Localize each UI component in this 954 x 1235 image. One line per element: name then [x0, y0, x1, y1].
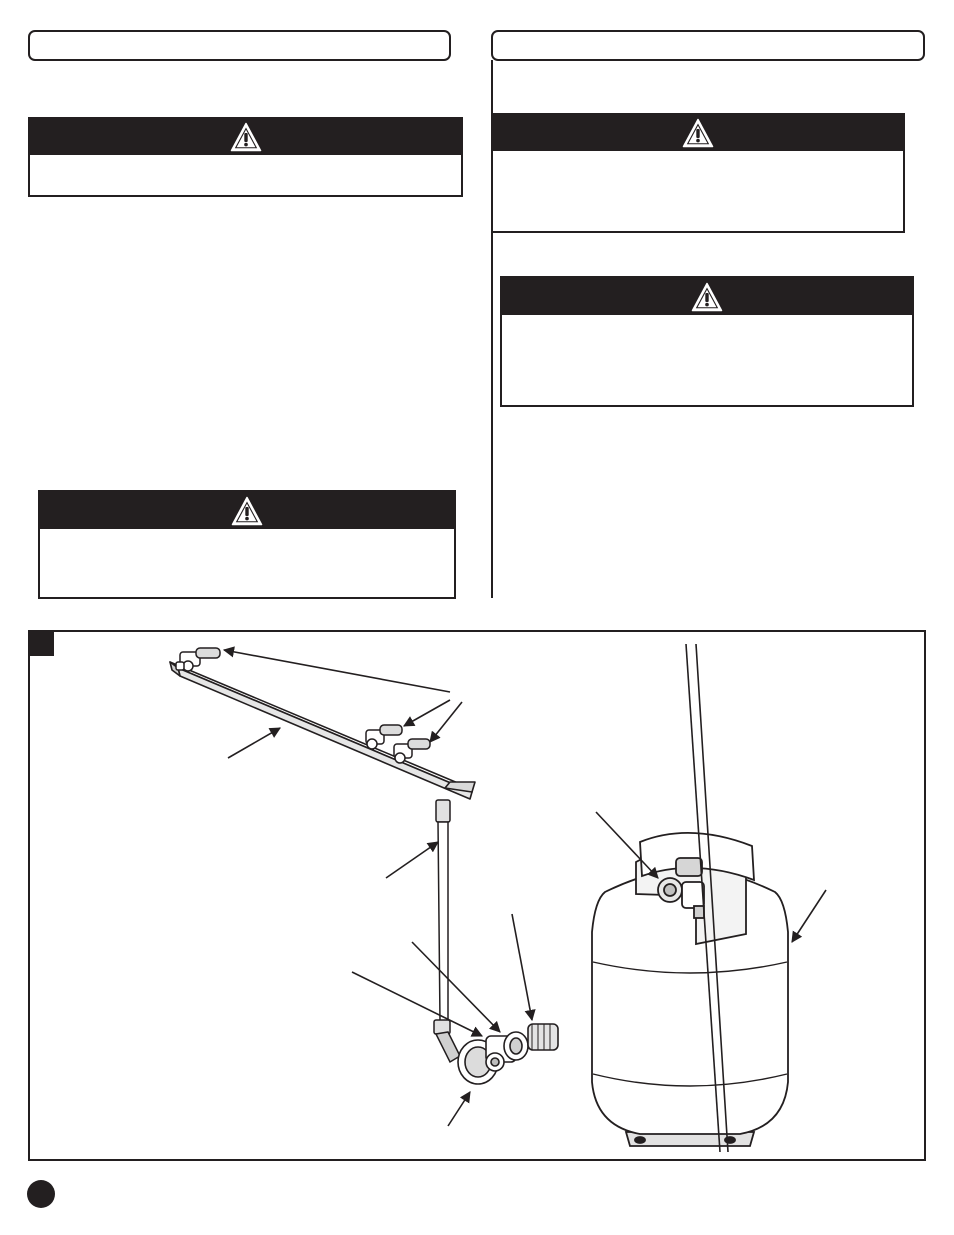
regulator — [458, 1024, 558, 1084]
warning-header — [40, 492, 454, 529]
warning-triangle-icon — [230, 122, 262, 152]
propane-cylinder — [592, 833, 788, 1146]
assembly-figure — [28, 630, 926, 1161]
burner-valve-1 — [176, 648, 220, 671]
warning-header — [502, 278, 912, 315]
warning-header — [493, 115, 903, 151]
warning-box-right-bottom — [500, 276, 914, 407]
warning-box-left-bottom — [38, 490, 456, 599]
warning-triangle-icon — [231, 496, 263, 526]
warning-box-left-top — [28, 117, 463, 197]
section-header-right — [491, 30, 925, 61]
burner-valve-3 — [394, 739, 430, 763]
page-marker — [27, 1180, 55, 1208]
warning-box-right-top — [491, 113, 905, 233]
warning-triangle-icon — [691, 282, 723, 312]
figure-illustration — [30, 632, 924, 1159]
section-header-left — [28, 30, 451, 61]
warning-triangle-icon — [682, 118, 714, 148]
warning-header — [30, 119, 461, 155]
burner-manifold — [170, 662, 475, 799]
